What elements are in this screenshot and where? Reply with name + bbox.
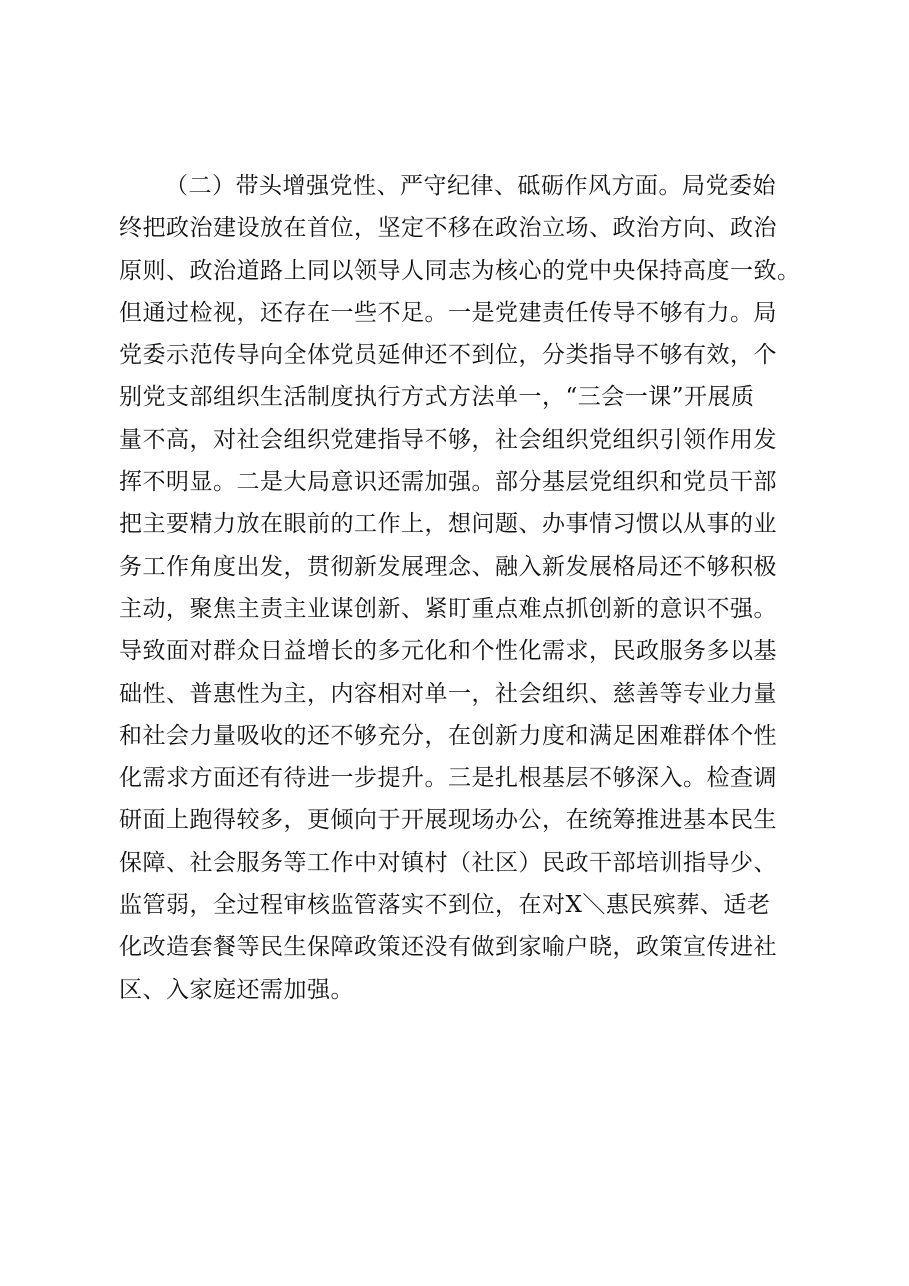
paragraph-line: 研面上跑得较多，更倾向于开展现场办公，在统筹推进基本民生: [119, 807, 777, 834]
paragraph-line: 终把政治建设放在首位，坚定不移在政治立场、政治方向、政治: [119, 215, 777, 242]
paragraph-line: 但通过检视，还存在一些不足。一是党建责任传导不够有力。局: [119, 299, 777, 326]
paragraph-line: 监管弱，全过程审核监管落实不到位，在对X＼惠民殡葬、适老: [119, 892, 771, 919]
paragraph-line: 主动，聚焦主责主业谋创新、紧盯重点难点抓创新的意识不强。: [119, 595, 777, 622]
paragraph-line: 和社会力量吸收的还不够充分，在创新力度和满足困难群体个性: [119, 722, 777, 749]
paragraph-line: 别党支部组织生活制度执行方式方法单一，“三会一课”开展质: [119, 384, 755, 411]
paragraph-line: 导致面对群众日益增长的多元化和个性化需求，民政服务多以基: [119, 638, 777, 665]
paragraph-line: 量不高，对社会组织党建指导不够，社会组织党组织引领作用发: [119, 426, 777, 453]
paragraph-line: 务工作角度出发，贯彻新发展理念、融入新发展格局还不够积极: [119, 553, 777, 580]
paragraph-line: 把主要精力放在眼前的工作上，想问题、办事情习惯以从事的业: [119, 511, 777, 538]
paragraph-line: 保障、社会服务等工作中对镇村（社区）民政干部培训指导少、: [119, 849, 777, 876]
paragraph-line: 党委示范传导向全体党员延伸还不到位，分类指导不够有效，个: [119, 342, 777, 369]
paragraph-line: 础性、普惠性为主，内容相对单一，社会组织、慈善等专业力量: [119, 680, 777, 707]
paragraph-line: 区、入家庭还需加强。: [119, 976, 354, 1003]
paragraph-line: 挥不明显。二是大局意识还需加强。部分基层党组织和党员干部: [119, 469, 777, 496]
paragraph-line: 原则、政治道路上同以领导人同志为核心的党中央保持高度一致。: [119, 257, 801, 284]
body-paragraph: [119, 165, 799, 1011]
paragraph-line: （二）带头增强党性、严守纪律、砥砺作风方面。局党委始: [165, 173, 776, 199]
paragraph-line: 化改造套餐等民生保障政策还没有做到家喻户晓，政策宣传进社: [119, 934, 777, 961]
paragraph-line: 化需求方面还有待进一步提升。三是扎根基层不够深入。检查调: [119, 765, 777, 792]
